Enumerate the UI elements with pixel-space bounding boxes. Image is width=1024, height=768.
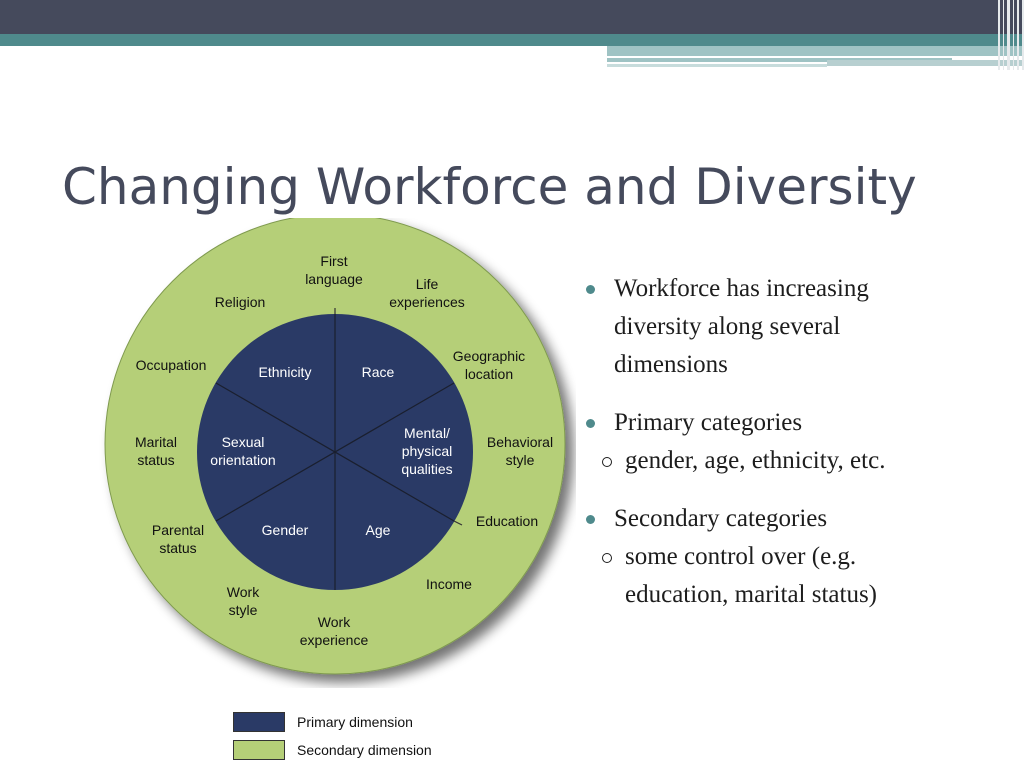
label-income: Income: [426, 576, 472, 592]
bullet-dot: [586, 419, 595, 428]
label-work-experience-1: Work: [317, 614, 351, 630]
header-vertical-bars: [998, 0, 1024, 70]
header-accent: [607, 46, 1024, 56]
legend-label-primary: Primary dimension: [297, 714, 413, 730]
label-work-experience-2: experience: [299, 632, 369, 648]
label-marital-1: Marital: [134, 434, 178, 450]
label-marital-2: status: [137, 452, 175, 468]
diversity-wheel-diagram: [96, 218, 576, 688]
header-stripe: [0, 34, 1024, 46]
label-geographic-2: location: [464, 366, 514, 382]
label-behavioral-1: Behavioral: [486, 434, 554, 450]
legend-item-primary: [233, 708, 432, 736]
bullet-dot: [586, 285, 595, 294]
label-first-language-2: language: [305, 271, 363, 287]
bullet-item: [580, 270, 1010, 384]
bullet-text-line: dimensions: [614, 351, 728, 378]
legend-label-secondary: Secondary dimension: [297, 742, 432, 758]
sub-bullet-ring: [602, 457, 612, 467]
bullet-dot: [586, 515, 595, 524]
label-education: Education: [475, 513, 539, 529]
label-sexual-2: orientation: [210, 452, 276, 468]
label-parental-2: status: [159, 540, 197, 556]
label-work-style-1: Work: [226, 584, 260, 600]
label-mental-2: physical: [401, 443, 453, 459]
bullet-text-line: Secondary categories: [614, 505, 828, 532]
slide-title: Changing Workforce and Diversity: [62, 158, 917, 216]
sub-bullet-text: some control over (e.g.: [625, 543, 857, 570]
label-life-1: Life: [415, 276, 439, 292]
header-accent: [607, 64, 827, 67]
bullet-text-line: diversity along several: [614, 313, 841, 340]
bullet-item: [580, 500, 1010, 614]
sub-bullet-ring: [602, 553, 612, 563]
bullet-list: [580, 270, 1010, 634]
sub-bullet-text: education, marital status): [625, 581, 878, 608]
label-geographic-1: Geographic: [452, 348, 526, 364]
label-age: Age: [365, 522, 391, 538]
label-parental-1: Parental: [151, 522, 205, 538]
legend-swatch-secondary: [233, 740, 285, 760]
label-mental-1: Mental/: [404, 425, 450, 441]
legend-swatch-primary: [233, 712, 285, 732]
label-ethnicity: Ethnicity: [258, 364, 312, 380]
label-religion: Religion: [214, 294, 266, 310]
label-mental-3: qualities: [401, 461, 453, 477]
label-race: Race: [361, 364, 395, 380]
sub-bullet-item: [580, 538, 1010, 614]
bullet-text-line: Workforce has increasing: [614, 275, 869, 302]
sub-bullet-text: gender, age, ethnicity, etc.: [625, 447, 886, 474]
header-bar: [0, 0, 1024, 34]
diagram-legend: [233, 708, 432, 764]
sub-bullet-item: [580, 442, 1010, 480]
label-work-style-2: style: [228, 602, 258, 618]
label-behavioral-2: style: [505, 452, 535, 468]
label-first-language-1: First: [320, 253, 348, 269]
label-sexual-1: Sexual: [221, 434, 265, 450]
bullet-text-line: Primary categories: [614, 409, 803, 436]
label-occupation: Occupation: [135, 357, 207, 373]
bullet-item: [580, 404, 1010, 480]
header-accent: [827, 60, 1024, 66]
legend-item-secondary: [233, 736, 432, 764]
label-gender: Gender: [261, 522, 309, 538]
label-life-2: experiences: [389, 294, 465, 310]
